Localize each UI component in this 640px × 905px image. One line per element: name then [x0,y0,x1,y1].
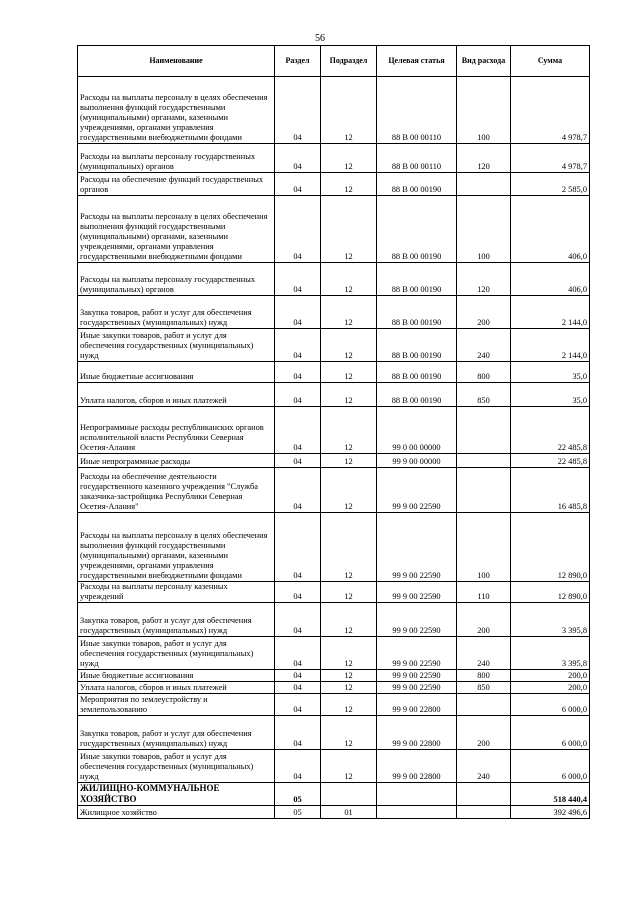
row-type: 100 [457,77,511,144]
row-subsection: 12 [321,603,377,637]
row-section: 04 [275,407,321,454]
row-sum: 12 890,0 [511,513,590,582]
row-type: 200 [457,296,511,329]
budget-table [77,45,590,819]
row-section: 04 [275,144,321,173]
row-type [457,805,511,818]
table-row [78,603,590,637]
header-sum: Сумма [511,46,590,77]
row-type [457,173,511,196]
row-subsection: 12 [321,296,377,329]
row-type: 100 [457,513,511,582]
row-section: 04 [275,603,321,637]
table-row [78,196,590,263]
table-row [78,670,590,682]
row-target: 88 В 00 00190 [377,263,457,296]
row-name: Уплата налогов, сборов и иных платежей [78,682,275,694]
table-row [78,694,590,716]
row-type: 850 [457,383,511,407]
row-name: Жилищное хозяйство [78,805,275,818]
table-row [78,144,590,173]
row-section: 04 [275,383,321,407]
row-section: 04 [275,513,321,582]
row-target: 99 0 00 00000 [377,407,457,454]
row-sum: 12 890,0 [511,582,590,603]
row-subsection: 12 [321,716,377,750]
row-target: 99 9 00 22800 [377,716,457,750]
row-type: 120 [457,263,511,296]
table-row [78,407,590,454]
row-type: 110 [457,582,511,603]
table-row [78,362,590,383]
row-section: 04 [275,716,321,750]
table-row [78,582,590,603]
row-subsection: 12 [321,329,377,362]
row-sum: 518 440,4 [511,783,590,806]
table-row [78,383,590,407]
row-target: 88 В 00 00190 [377,329,457,362]
row-sum: 6 000,0 [511,694,590,716]
row-subsection: 01 [321,805,377,818]
row-section: 04 [275,670,321,682]
row-subsection: 12 [321,77,377,144]
row-type: 120 [457,144,511,173]
row-section: 04 [275,468,321,513]
header-section: Раздел [275,46,321,77]
row-sum: 35,0 [511,362,590,383]
row-type [457,783,511,806]
table-body [78,77,590,819]
row-sum: 22 485,8 [511,454,590,468]
table-header-row [78,46,590,77]
row-type: 240 [457,750,511,783]
table-row [78,454,590,468]
row-sum: 392 496,6 [511,805,590,818]
row-target: 99 9 00 22590 [377,682,457,694]
row-name: Расходы на обеспечение деятельности государственного казенного учреждения "Служба заказчика-застройщика Республики Северная Осетия-Алания" [78,468,275,513]
row-type: 240 [457,637,511,670]
page-number: 56 [315,33,325,44]
row-section: 04 [275,173,321,196]
row-subsection: 12 [321,144,377,173]
row-name: Иные непрограммные расходы [78,454,275,468]
row-target: 99 9 00 22590 [377,637,457,670]
row-type: 200 [457,716,511,750]
row-section: 04 [275,296,321,329]
row-target: 88 В 00 00190 [377,362,457,383]
table-row [78,783,590,806]
header-subsection: Подраздел [321,46,377,77]
row-target [377,783,457,806]
row-subsection: 12 [321,263,377,296]
row-target: 99 9 00 22800 [377,694,457,716]
table-row [78,468,590,513]
row-sum: 2 144,0 [511,296,590,329]
row-sum: 406,0 [511,263,590,296]
row-subsection: 12 [321,383,377,407]
row-target: 99 9 00 22590 [377,513,457,582]
row-name: Иные закупки товаров, работ и услуг для обеспечения государственных (муниципальных) нужд [78,329,275,362]
row-section: 04 [275,77,321,144]
row-section: 04 [275,682,321,694]
table-row [78,173,590,196]
table-row [78,329,590,362]
row-target: 88 В 00 00190 [377,383,457,407]
table-row [78,805,590,818]
row-subsection: 12 [321,582,377,603]
row-name: Уплата налогов, сборов и иных платежей [78,383,275,407]
table-row [78,750,590,783]
row-subsection: 12 [321,362,377,383]
row-section: 04 [275,694,321,716]
row-type: 100 [457,196,511,263]
row-subsection: 12 [321,196,377,263]
row-type: 800 [457,670,511,682]
row-sum: 2 144,0 [511,329,590,362]
header-type: Вид расхода [457,46,511,77]
row-type [457,468,511,513]
table-row [78,637,590,670]
row-target: 99 9 00 22590 [377,603,457,637]
row-name: Расходы на выплаты персоналу государственных (муниципальных) органов [78,144,275,173]
row-section: 05 [275,805,321,818]
row-name: Иные закупки товаров, работ и услуг для обеспечения государственных (муниципальных) нужд [78,637,275,670]
table-row [78,263,590,296]
row-type: 800 [457,362,511,383]
row-name: Мероприятия по землеустройству и землепользованию [78,694,275,716]
row-sum: 4 978,7 [511,144,590,173]
row-section: 04 [275,329,321,362]
row-section: 04 [275,263,321,296]
table-row [78,296,590,329]
row-name: Расходы на выплаты персоналу государственных (муниципальных) органов [78,263,275,296]
row-target: 99 9 00 22590 [377,468,457,513]
row-type [457,407,511,454]
row-sum: 3 395,8 [511,603,590,637]
row-target: 88 В 00 00190 [377,196,457,263]
row-sum: 4 978,7 [511,77,590,144]
row-name: Расходы на выплаты персоналу в целях обеспечения выполнения функций государственными (муниципальными) органами, казенными учреждениями, органами управления государственными внебюджетными фондами [78,196,275,263]
row-name: Расходы на выплаты персоналу казенных учреждений [78,582,275,603]
row-sum: 35,0 [511,383,590,407]
row-target: 88 В 00 00190 [377,296,457,329]
row-sum: 406,0 [511,196,590,263]
row-target: 88 В 00 00110 [377,77,457,144]
row-name: Иные бюджетные ассигнования [78,362,275,383]
row-target: 99 9 00 22590 [377,670,457,682]
row-type: 200 [457,603,511,637]
row-target: 88 В 00 00190 [377,173,457,196]
row-sum: 16 485,8 [511,468,590,513]
table-row [78,513,590,582]
row-sum: 200,0 [511,670,590,682]
row-section: 04 [275,582,321,603]
row-name: Расходы на выплаты персоналу в целях обеспечения выполнения функций государственными (муниципальными) органами, казенными учреждениями, органами управления государственными внебюджетными фондами [78,513,275,582]
row-sum: 2 585,0 [511,173,590,196]
row-sum: 3 395,8 [511,637,590,670]
row-sum: 22 485,8 [511,407,590,454]
row-type: 850 [457,682,511,694]
row-name: ЖИЛИЩНО-КОММУНАЛЬНОЕ ХОЗЯЙСТВО [78,783,275,806]
row-section: 04 [275,196,321,263]
header-name: Наименование [78,46,275,77]
row-name: Иные закупки товаров, работ и услуг для обеспечения государственных (муниципальных) нужд [78,750,275,783]
row-name: Расходы на обеспечение функций государственных органов [78,173,275,196]
row-subsection: 12 [321,682,377,694]
row-sum: 6 000,0 [511,750,590,783]
row-subsection: 12 [321,513,377,582]
row-type [457,694,511,716]
row-target: 88 В 00 00110 [377,144,457,173]
row-name: Закупка товаров, работ и услуг для обеспечения государственных (муниципальных) нужд [78,716,275,750]
row-subsection: 12 [321,454,377,468]
row-type [457,454,511,468]
row-subsection: 12 [321,670,377,682]
row-type: 240 [457,329,511,362]
row-name: Расходы на выплаты персоналу в целях обеспечения выполнения функций государственными (муниципальными) органами, казенными учреждениями, органами управления государственными внебюджетными фондами [78,77,275,144]
row-subsection: 12 [321,637,377,670]
row-name: Закупка товаров, работ и услуг для обеспечения государственных (муниципальных) нужд [78,603,275,637]
row-sum: 6 000,0 [511,716,590,750]
row-section: 04 [275,637,321,670]
row-section: 04 [275,750,321,783]
row-target: 99 9 00 22590 [377,582,457,603]
header-target: Целевая статья [377,46,457,77]
table-row [78,716,590,750]
row-target: 99 9 00 22800 [377,750,457,783]
row-section: 05 [275,783,321,806]
row-name: Закупка товаров, работ и услуг для обеспечения государственных (муниципальных) нужд [78,296,275,329]
row-name: Иные бюджетные ассигнования [78,670,275,682]
table-row [78,682,590,694]
row-sum: 200,0 [511,682,590,694]
row-subsection: 12 [321,173,377,196]
row-section: 04 [275,362,321,383]
row-section: 04 [275,454,321,468]
row-subsection [321,783,377,806]
row-subsection: 12 [321,468,377,513]
row-subsection: 12 [321,750,377,783]
row-subsection: 12 [321,694,377,716]
table-row [78,77,590,144]
row-target [377,805,457,818]
row-subsection: 12 [321,407,377,454]
row-name: Непрограммные расходы республиканских органов исполнительной власти Республики Северная Осетия-Алания [78,407,275,454]
row-target: 99 9 00 00000 [377,454,457,468]
